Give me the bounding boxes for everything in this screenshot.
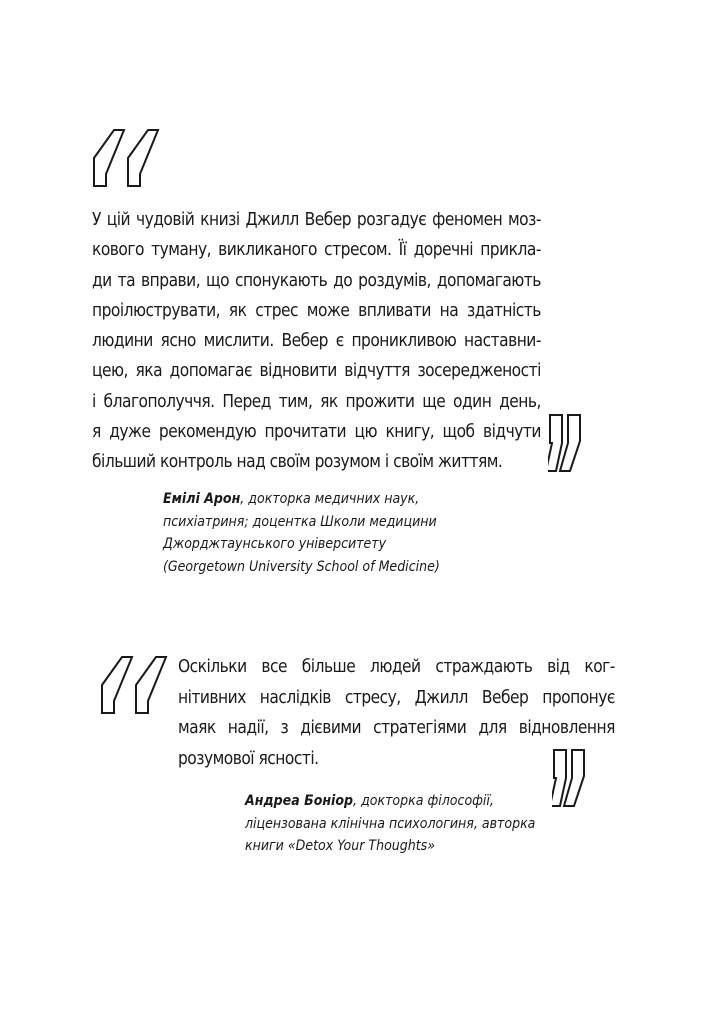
quote-2-text: [178, 652, 615, 774]
author-credentials: , докторка філософії,: [353, 793, 494, 809]
quote-line: проілюструвати, як стрес може впливати на здатність: [92, 299, 541, 321]
author-credentials: , докторка медичних наук,: [240, 491, 420, 507]
author-name: Емілі Арон: [163, 491, 241, 507]
author-name: Андреа Боніор: [245, 793, 354, 809]
quote-line: кового туману, викликаного стресом. Її доречні прикла-: [92, 239, 541, 261]
attribution-line: психіатриня; доцентка Школи медицини: [163, 513, 437, 530]
quote-line: і благополуччя. Перед тим, як прожити ще один день,: [92, 390, 541, 412]
quote-line: я дуже рекомендую прочитати цю книгу, щоб відчути: [92, 421, 541, 443]
attribution-line: ліцензована клінічна психологиня, авторка: [245, 815, 536, 832]
quote-line: цею, яка допомагає відновити відчуття зосередженості: [92, 360, 541, 382]
quote-line: Оскільки все більше людей страждають від ког-: [178, 656, 615, 677]
quote-1-text: [92, 205, 541, 478]
quote-2-attribution: [245, 790, 535, 858]
close-quote-icon: [548, 413, 616, 473]
quote-line: більший контроль над своїм розумом і своїм життям.: [92, 451, 503, 473]
attribution-line: [163, 488, 440, 511]
attribution-line: [245, 790, 535, 813]
open-quote-icon: [92, 128, 160, 188]
attribution-line: книги «Detox Your Thoughts»: [245, 838, 436, 854]
quote-line: маяк надії, з дієвими стратегіями для відновлення: [178, 717, 615, 738]
quote-line: нітивних наслідків стресу, Джилл Вебер пропонує: [178, 686, 615, 708]
open-quote-icon: [100, 655, 168, 715]
quote-line: ди та вправи, що спонукають до роздумів, допомагають: [92, 269, 541, 291]
attribution-line: Джорджтаунського університету: [163, 536, 387, 552]
quote-line: людини ясно мислити. Вебер є проникливою наставни-: [92, 330, 541, 352]
quote-line: розумової ясності.: [178, 747, 319, 769]
quote-line: У цій чудовій книзі Джилл Вебер розгадує феномен моз-: [92, 209, 541, 230]
close-quote-icon: [552, 748, 620, 808]
quote-1-attribution: [163, 488, 440, 578]
attribution-line: (Georgetown University School of Medicine): [163, 558, 440, 575]
